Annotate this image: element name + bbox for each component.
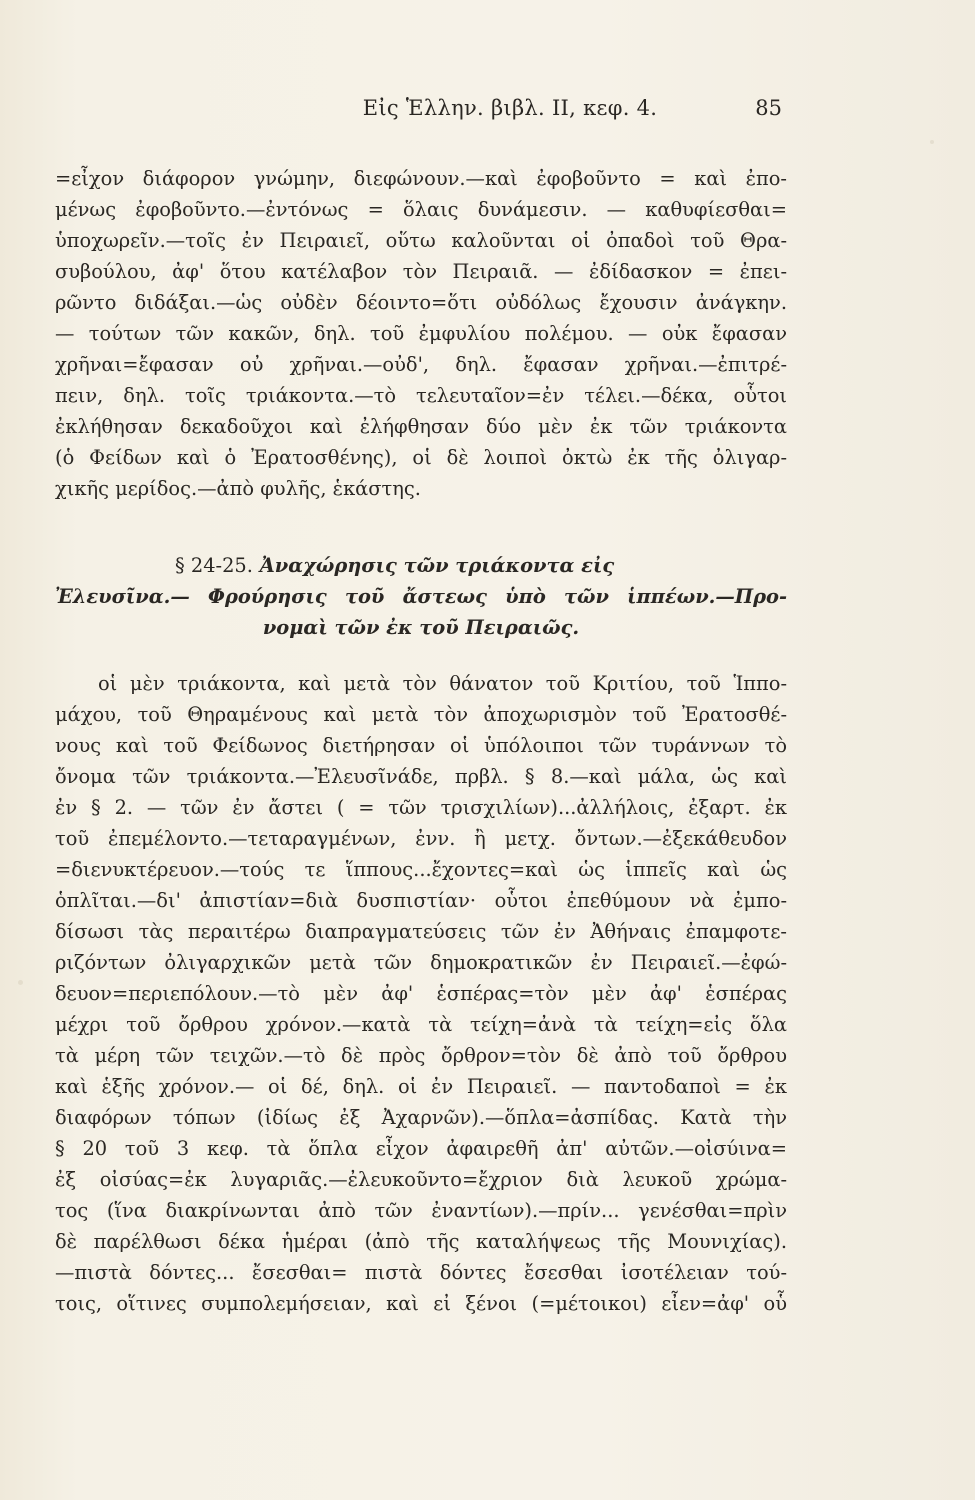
text-line: διαφόρων τόπων (ἰδίως ἐξ Ἀχαρνῶν).—ὅπλα=ἀσπίδας. Κατὰ τὴν [55, 1106, 787, 1129]
text-line: τοις, οἵτινες συμπολεμήσειαν, καὶ εἰ ξένοι (=μέτοικοι) εἶεν=ἀφ' οὗ [55, 1292, 787, 1315]
section-number: § 24-25. [175, 554, 253, 577]
text-line: —πιστὰ δόντες... ἔσεσθαι= πιστὰ δόντες ἔσεσθαι ἰσοτέλειαν τού- [55, 1261, 787, 1284]
text-line: ρῶντο διδάξαι.—ὡς οὐδὲν δέοιντο=ὅτι οὐδόλως ἔχουσιν ἀνάγκην. [55, 291, 787, 314]
text-line: τὰ μέρη τῶν τειχῶν.—τὸ δὲ πρὸς ὄρθρον=τὸν δὲ ἀπὸ τοῦ ὄρθρου [55, 1044, 787, 1067]
section-heading-line-1 [175, 552, 787, 580]
text-line: =διενυκτέρευον.—τούς τε ἵππους...ἔχοντες=καὶ ὡς ἱππεῖς καὶ ὡς [55, 858, 787, 881]
text-line: δὲ παρέλθωσι δέκα ἡμέραι (ἀπὸ τῆς καταλήψεως τῆς Μουνιχίας). [55, 1230, 787, 1253]
text-line: μάχου, τοῦ Θηραμένους καὶ μετὰ τὸν ἀποχωρισμὸν τοῦ Ἐρατοσθέ- [55, 703, 787, 726]
running-title: Εἰς Ἑλλην. βιβλ. ΙΙ, κεφ. 4. [362, 96, 658, 120]
section-heading-line-3: νομαὶ τῶν ἐκ τοῦ Πειραιῶς. [262, 616, 580, 639]
text-line: τος (ἵνα διακρίνωνται ἀπὸ τῶν ἐναντίων).—πρίν... γενέσθαι=πρὶν [55, 1199, 787, 1222]
text-line: ὑποχωρεῖν.—τοῖς ἐν Πειραιεῖ, οὕτω καλοῦνται οἱ ὀπαδοὶ τοῦ Θρα- [55, 229, 787, 252]
text-line: =εἶχον διάφορον γνώμην, διεφώνουν.—καὶ ἐφοβοῦντο = καὶ ἐπο- [55, 167, 787, 190]
paper-spot [930, 140, 934, 144]
text-line: συβούλου, ἀφ' ὅτου κατέλαβον τὸν Πειραιᾶ. — ἐδίδασκον = ἐπει- [55, 260, 787, 283]
text-line: πειν, δηλ. τοῖς τριάκοντα.—τὸ τελευταῖον=ἐν τέλει.—δέκα, οὗτοι [55, 384, 787, 407]
text-line: χικῆς μερίδος.—ἀπὸ φυλῆς, ἑκάστης. [55, 477, 421, 500]
text-line: οἱ μὲν τριάκοντα, καὶ μετὰ τὸν θάνατον τοῦ Κριτίου, τοῦ Ἱππο- [98, 672, 787, 695]
section-title-part-1: Ἀναχώρησις τῶν τριάκοντα εἰς [259, 554, 615, 577]
text-line: δίσωσι τὰς περαιτέρω διαπραγματεύσεις τῶν ἐν Ἀθήναις ἐπαμφοτε- [55, 920, 787, 943]
text-line: ριζόντων ὀλιγαρχικῶν μετὰ τῶν δημοκρατικῶν ἐν Πειραιεῖ.—ἐφώ- [55, 951, 787, 974]
text-line: (ὁ Φείδων καὶ ὁ Ἐρατοσθένης), οἱ δὲ λοιποὶ ὀκτὼ ἐκ τῆς ὀλιγαρ- [55, 446, 787, 469]
text-line: δευον=περιεπόλουν.—τὸ μὲν ἀφ' ἑσπέρας=τὸν μὲν ἀφ' ἑσπέρας [55, 982, 787, 1005]
text-line: καὶ ἑξῆς χρόνον.— οἱ δέ, δηλ. οἱ ἐν Πειραιεῖ. — παντοδαποὶ = ἐκ [55, 1075, 787, 1098]
text-line: τοῦ ἐπεμέλοντο.—τεταραγμένων, ἐνν. ἢ μετχ. ὄντων.—ἐξεκάθευδον [55, 827, 787, 850]
text-line: νους καὶ τοῦ Φείδωνος διετήρησαν οἱ ὑπόλοιποι τῶν τυράννων τὸ [55, 734, 787, 757]
section-heading-line-2: Ἐλευσῖνα.— Φρούρησις τοῦ ἄστεως ὑπὸ τῶν ἱππέων.—Προ- [55, 585, 787, 608]
text-line: ἐν § 2. — τῶν ἐν ἄστει ( = τῶν τρισχιλίων)...ἀλλήλοις, ἐξαρτ. ἐκ [55, 796, 787, 819]
text-line: ὄνομα τῶν τριάκοντα.—Ἐλευσῖνάδε, πρβλ. § 8.—καὶ μάλα, ὡς καὶ [55, 765, 787, 788]
text-line: § 20 τοῦ 3 κεφ. τὰ ὅπλα εἶχον ἀφαιρεθῆ ἀπ' αὐτῶν.—οἰσύινα= [55, 1137, 787, 1160]
text-line: ἐκλήθησαν δεκαδοῦχοι καὶ ἐλήφθησαν δύο μὲν ἐκ τῶν τριάκοντα [55, 415, 787, 438]
text-line: χρῆναι=ἔφασαν οὐ χρῆναι.—οὐδ', δηλ. ἔφασαν χρῆναι.—ἐπιτρέ- [55, 353, 787, 376]
text-line: μένως ἐφοβοῦντο.—ἐντόνως = ὅλαις δυνάμεσιν. — καθυφίεσθαι= [55, 198, 787, 221]
text-line: ὁπλῖται.—δι' ἀπιστίαν=διὰ δυσπιστίαν· οὗτοι ἐπεθύμουν νὰ ἐμπο- [55, 889, 787, 912]
paper-spot [18, 980, 23, 985]
text-line: — τούτων τῶν κακῶν, δηλ. τοῦ ἐμφυλίου πολέμου. — οὐκ ἔφασαν [55, 322, 787, 345]
page-number: 85 [755, 96, 782, 120]
text-line: μέχρι τοῦ ὄρθρου χρόνον.—κατὰ τὰ τείχη=ἀνὰ τὰ τείχη=εἰς ὅλα [55, 1013, 787, 1036]
text-line: ἐξ οἰσύας=ἐκ λυγαριᾶς.—ἐλευκοῦντο=ἔχριον διὰ λευκοῦ χρώμα- [55, 1168, 787, 1191]
